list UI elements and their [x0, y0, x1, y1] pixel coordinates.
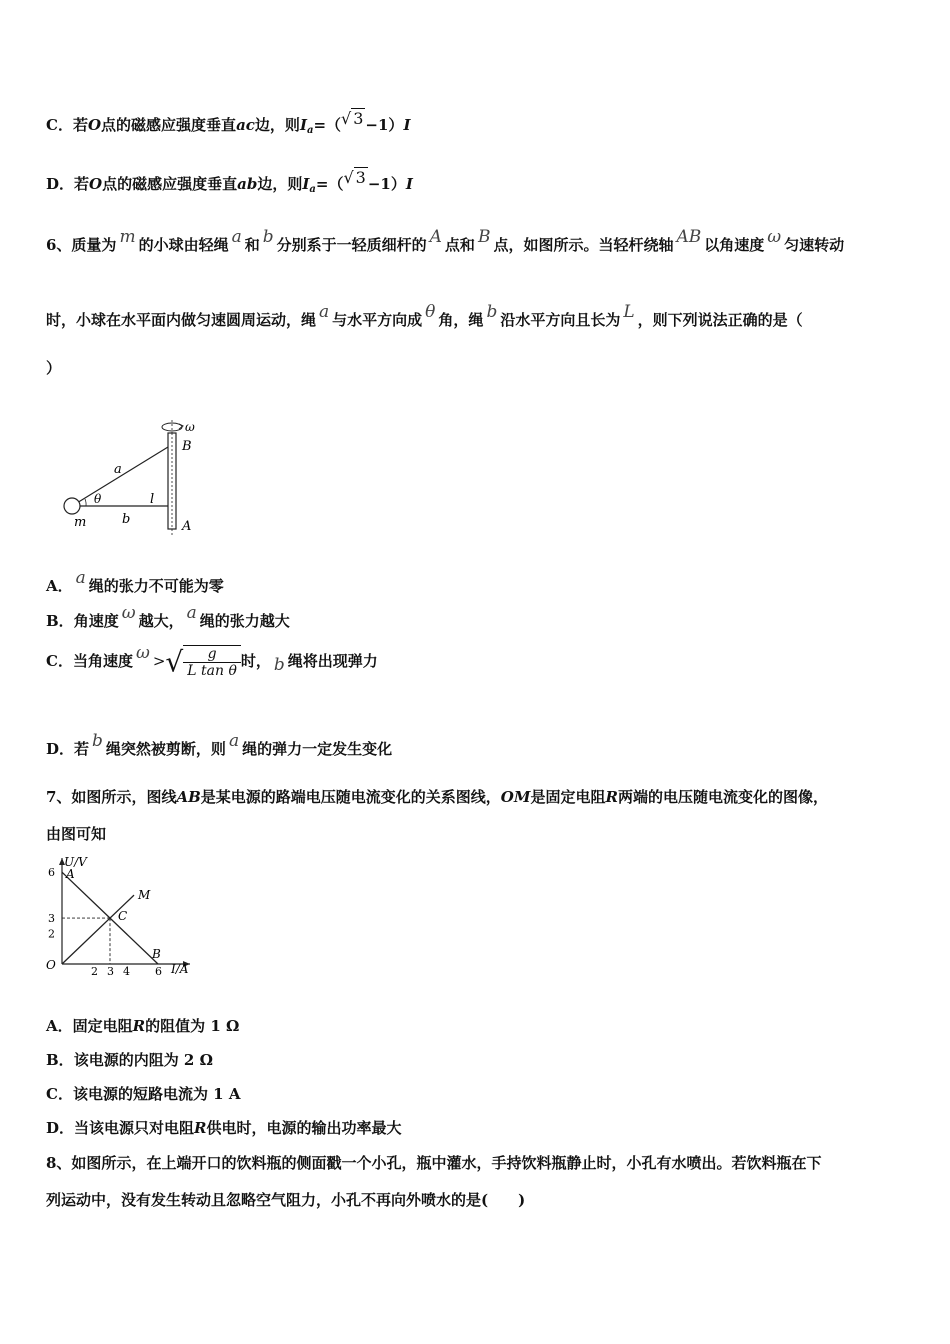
point-m-label: M [138, 888, 151, 903]
point-a-label: A [66, 867, 75, 882]
q7-option-c: C．该电源的短路电流为 1 A [46, 1085, 241, 1103]
x-tick-label: 2 [91, 965, 98, 978]
origin-label: O [46, 958, 56, 972]
omega-label: ω [185, 420, 195, 434]
ball [64, 498, 80, 514]
q6-option-a: A． a 绳的张力不可能为零 [46, 568, 224, 595]
q8-stem-line1: 8、如图所示，在上端开口的饮料瓶的侧面戳一个小孔，瓶中灌水，手持饮料瓶静止时，小孔有水喷出。若饮料瓶在下 [46, 1154, 822, 1172]
x-tick-label: 3 [107, 965, 114, 978]
point-b-label: B [182, 439, 192, 454]
q5-option-d: D．若O点的磁感应强度垂直ab边，则$I_a=(√$ 3 −1）I [46, 168, 413, 195]
string-a-label: a [114, 462, 122, 477]
radical-icon: √ [165, 645, 184, 679]
q7-chart-marks [48, 866, 162, 978]
y-tick-label: 3 [48, 912, 55, 926]
q6-option-b: B．角速度 ω 越大， a 绳的张力越大 [46, 603, 290, 630]
point-c-label: C [118, 909, 128, 924]
q6-rod-pendulum-figure [58, 415, 218, 540]
y-tick-label: 2 [48, 927, 55, 941]
q7-stem-line2: 由图可知 [46, 825, 107, 843]
q7-ui-chart [40, 852, 200, 980]
sqrt-fraction: $\frac{g}{\text{L tan θ}}$ [183, 645, 241, 679]
q6-stem-line2: 时，小球在水平面内做匀速圆周运动，绳 a 与水平方向成 θ 角，绳 b 沿水平方向且长为 L ，则下列说法正确的是（ [46, 302, 803, 329]
q5-option-c: C．若O点的磁感应强度垂直ac边，则$I_a=(√$ 3 −1）I [46, 109, 411, 136]
q7-option-a: A．固定电阻R的阻值为 1 Ω [46, 1017, 240, 1035]
mass-m-label: m [74, 515, 87, 530]
series-line-om [62, 895, 134, 964]
x-tick-label: 6 [155, 965, 162, 978]
point-b-label: B [152, 947, 161, 961]
y-axis-label: U/V [64, 855, 87, 869]
q7-stem-line1: 7、如图所示，图线AB是某电源的路端电压随电流变化的关系图线，OM是固定电阻R两端的电压随电流变化的图像， [46, 788, 828, 806]
theta-arc [85, 499, 86, 506]
point-a-label: A [182, 519, 192, 534]
sqrt-symbol: √ 3 [343, 168, 366, 187]
q7-option-b: B．该电源的内阻为 2 Ω [46, 1051, 213, 1069]
x-axis-label: I/A [171, 962, 189, 976]
q6-option-d: D．若 b 绳突然被剪断，则 a 绳的弹力一定发生变化 [46, 731, 393, 758]
string-b-label: b [122, 512, 131, 527]
q8-stem-line2: 列运动中，没有发生转动且忽略空气阻力，小孔不再向外喷水的是( ) [46, 1191, 526, 1209]
q6-option-c: C．当角速度 ω >√ $\frac{g}{\text{L tan θ}}$ 时， b 绳将出现弹力 [46, 643, 378, 679]
x-tick-label: 4 [123, 965, 130, 978]
theta-label: θ [94, 492, 102, 506]
sqrt-symbol: √ 3 [341, 109, 364, 128]
q6-stem-line3: ） [46, 359, 62, 377]
q6-stem-line1: 6、质量为 m 的小球由轻绳 a 和 b 分别系于一轻质细杆的 A 点和 B 点，如图所示。当轻杆绕轴 AB 以角速度 ω 匀速转动 [46, 227, 845, 254]
q7-option-d: D．当该电源只对电阻R供电时，电源的输出功率最大 [46, 1119, 402, 1137]
y-tick-label: 6 [48, 866, 55, 880]
length-l-label: l [150, 492, 155, 507]
